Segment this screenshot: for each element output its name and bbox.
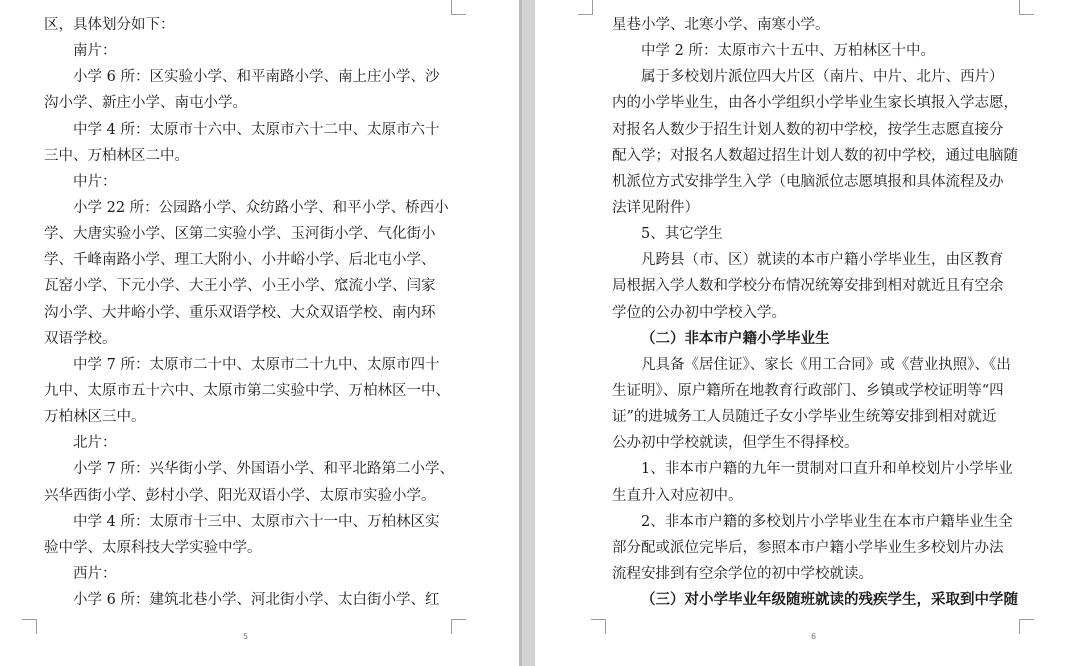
text-line: 南片： [73, 43, 117, 60]
text-line: 学、千峰南路小学、理工大附小、小井峪小学、后北屯小学、 [44, 252, 436, 269]
text-line: 区，具体划分如下： [44, 17, 175, 33]
text-line: 西片： [73, 565, 117, 582]
text-line: 凡具备《居住证》、家长《用工合同》或《营业执照》、《出 [641, 356, 1011, 373]
text-line: 公办初中学校就读，但学生不得择校。 [612, 435, 859, 452]
text-line: 中片： [73, 173, 117, 190]
text-line: 生直升入对应初中。 [612, 487, 743, 504]
text-line: 小学 22 所：公园路小学、众纺路小学、和平小学、桥西小 [73, 199, 449, 216]
text-line: 2、非本市户籍的多校划片小学毕业生在本市户籍毕业生全 [641, 513, 1013, 530]
page-edge-shadow [519, 0, 522, 666]
text-line: 凡跨县（市、区）就读的本市户籍小学毕业生，由区教育 [641, 252, 1004, 269]
text-line: 兴华西街小学、彭村小学、阳光双语小学、太原市实验小学。 [44, 487, 436, 504]
document-page-6 [535, 0, 1067, 666]
text-line: 小学 6 所：建筑北巷小学、河北街小学、太白街小学、红 [73, 592, 440, 609]
crop-mark-top-right [1019, 0, 1034, 15]
crop-mark-bottom-left [22, 619, 37, 634]
text-line: （三）对小学毕业年级随班就读的残疾学生，采取到中学随 [641, 591, 1018, 609]
page-number: 6 [811, 632, 817, 641]
text-line: 1、非本市户籍的九年一贯制对口直升和单校划片小学毕业 [641, 461, 1013, 478]
text-line: 双语学校。 [44, 330, 117, 347]
crop-mark-bottom-right [1019, 619, 1034, 634]
text-line: 万柏林区三中。 [44, 409, 146, 426]
text-line: 星巷小学、北寒小学、南寒小学。 [612, 17, 830, 33]
text-line: 沟小学、大井峪小学、重乐双语学校、大众双语学校、南内环 [44, 304, 436, 321]
text-line: 属于多校划片派位四大片区（南片、中片、北片、西片） [641, 69, 1004, 86]
page-body-text [612, 12, 1018, 613]
text-line: 证”的进城务工人员随迁子女小学毕业生统筹安排到相对就近 [612, 409, 997, 426]
text-line: 验中学、太原科技大学实验中学。 [44, 539, 262, 556]
crop-mark-bottom-right [451, 619, 466, 634]
text-line: 小学 7 所：兴华街小学、外国语小学、和平北路第二小学、 [73, 461, 454, 478]
text-line: 局根据入学人数和学校分布情况统筹安排到相对就近且有空余 [612, 278, 1004, 295]
text-line: 小学 6 所：区实验小学、和平南路小学、南上庄小学、沙 [73, 69, 440, 86]
text-line: 沟小学、新庄小学、南屯小学。 [44, 95, 247, 112]
text-line: 九中、太原市五十六中、太原市第二实验中学、万柏林区一中、 [44, 382, 450, 399]
page-body-text [44, 12, 454, 613]
text-line: 5、其它学生 [641, 226, 723, 243]
text-line: 法详见附件） [612, 199, 699, 216]
text-line: 三中、万柏林区二中。 [44, 147, 189, 164]
text-line: 生证明》、原户籍所在地教育行政部门、乡镇或学校证明等“四 [612, 382, 1004, 399]
text-line: 机派位方式安排学生入学（电脑派位志愿填报和具体流程及办 [612, 173, 1004, 190]
document-page-5 [0, 0, 519, 666]
crop-mark-bottom-left [591, 619, 606, 634]
text-line: 部分配或派位完毕后，参照本市户籍小学毕业生多校划片办法 [612, 539, 1004, 556]
text-line: 中学 2 所：太原市六十五中、万柏林区十中。 [641, 43, 935, 60]
page-number: 5 [243, 632, 249, 641]
text-line: （二）非本市户籍小学毕业生 [641, 329, 830, 347]
text-line: 学位的公办初中学校入学。 [612, 304, 786, 321]
text-line: 对报名人数少于招生计划人数的初中学校，按学生志愿直接分 [612, 121, 1004, 138]
text-line: 内的小学毕业生，由各小学组织小学毕业生家长填报入学志愿， [612, 95, 1018, 112]
text-line: 北片： [73, 435, 117, 452]
text-line: 学、大唐实验小学、区第二实验小学、玉河街小学、气化街小 [44, 226, 436, 243]
text-line: 中学 7 所：太原市二十中、太原市二十九中、太原市四十 [73, 356, 440, 373]
text-line: 配入学；对报名人数超过招生计划人数的初中学校，通过电脑随 [612, 147, 1018, 164]
text-line: 瓦窑小学、下元小学、大王小学、小王小学、窊流小学、闫家 [44, 278, 436, 295]
text-line: 流程安排到有空余学位的初中学校就读。 [612, 565, 873, 582]
crop-mark-top-left [578, 0, 593, 15]
text-line: 中学 4 所：太原市十三中、太原市六十一中、万柏林区实 [73, 513, 440, 530]
text-line: 中学 4 所：太原市十六中、太原市六十二中、太原市六十 [73, 121, 440, 138]
